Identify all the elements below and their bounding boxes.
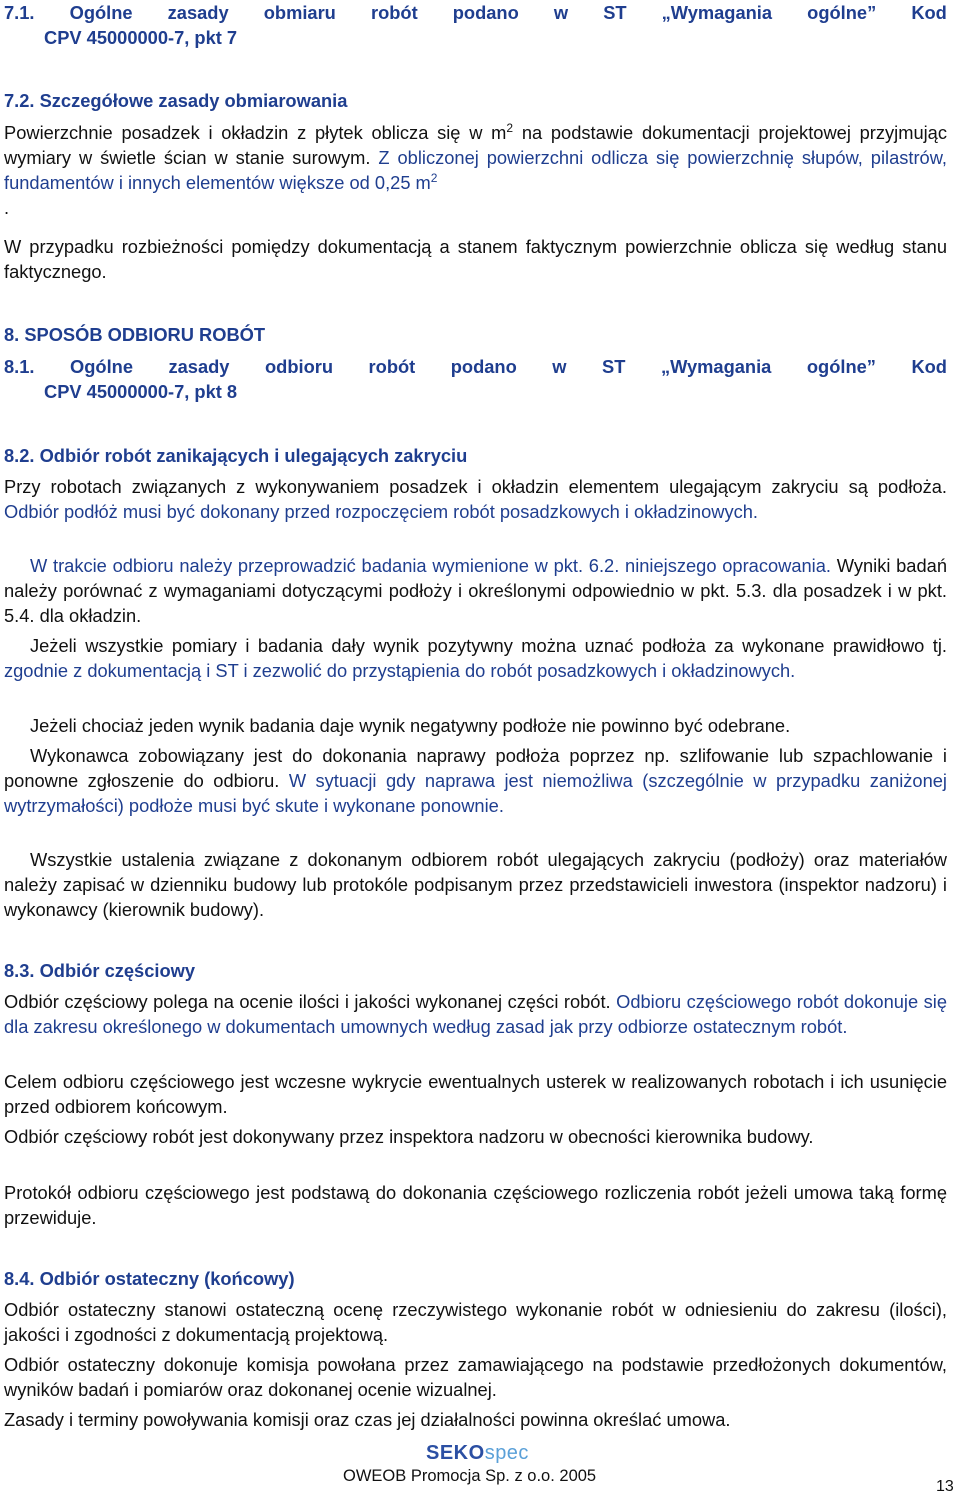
heading-word: Ogólne	[70, 356, 133, 377]
section-8-3-paragraph-2: Celem odbioru częściowego jest wczesne wykrycie ewentualnych usterek w realizowanych robotach i ich usunięcie przed odbiorem końcowym.	[4, 1071, 947, 1117]
heading-word: w	[553, 2, 569, 23]
text-run: zgodnie z dokumentacją i ST i zezwolić do przystąpienia do robót posadzkowych i okładzinowych.	[4, 660, 796, 681]
heading-word: Ogólne	[69, 2, 133, 23]
heading-word: zasady	[168, 356, 230, 377]
heading-word: ogólne”	[807, 2, 877, 23]
heading-word: w	[552, 356, 567, 377]
section-7-2-heading: 7.2. Szczegółowe zasady obmiarowania	[4, 90, 348, 111]
text-run: Przy robotach związanych z wykonywaniem posadzek i okładzin elementem ulegającym zakryciu są podłoża.	[4, 476, 947, 497]
superscript: 2	[506, 120, 514, 135]
heading-word: podano	[452, 2, 519, 23]
sekospec-logo	[426, 1442, 529, 1465]
heading-word: „Wymagania	[660, 356, 772, 377]
section-7-2-paragraph-2: W przypadku rozbieżności pomiędzy dokumentacją a stanem faktycznym powierzchnie oblicza się według stanu faktycznego.	[4, 236, 947, 282]
section-8-2-paragraph-3	[4, 633, 947, 683]
section-7-1-heading	[4, 0, 947, 50]
text-run: W trakcie odbioru należy przeprowadzić badania wymienione w pkt. 6.2. niniejszego opracowania.	[30, 555, 831, 576]
heading-word: odbioru	[265, 356, 334, 377]
text-run: Powierzchnie posadzek i okładzin z płytek oblicza się w m	[4, 122, 507, 143]
page-number: 13	[936, 1478, 954, 1495]
text-run: W sytuacji gdy naprawa jest niemożliwa (szczególnie w przypadku zaniżonej wytrzymałości) podłoże musi być skute i wykonane ponownie.	[4, 770, 947, 816]
text-run: Odbiór podłóż musi być dokonany przed rozpoczęciem robót posadzkowych i okładzinowych.	[4, 501, 758, 522]
section-7-2-paragraph-1	[4, 120, 947, 220]
section-8-4-paragraph-1: Odbiór ostateczny stanowi ostateczną ocenę rzeczywistego wykonanie robót w odniesieniu do zakresu (ilości), jakości i zgodności z dokumentacją projektową.	[4, 1299, 947, 1345]
section-8-heading: 8. SPOSÓB ODBIORU ROBÓT	[4, 324, 266, 345]
section-8-1-line1	[4, 354, 947, 379]
heading-word: robót	[370, 2, 418, 23]
section-8-4-heading: 8.4. Odbiór ostateczny (końcowy)	[4, 1268, 295, 1289]
logo-text: SEKO	[426, 1442, 485, 1464]
section-8-1-heading	[4, 354, 947, 404]
section-8-3-paragraph-1	[4, 989, 947, 1039]
section-8-4-paragraph-3: Zasady i terminy powoływania komisji oraz czas jej działalności powinna określać umowa.	[4, 1409, 731, 1430]
section-8-4-paragraph-2: Odbiór ostateczny dokonuje komisja powołana przez zamawiającego na podstawie przedłożonych dokumentów, wyników badań i pomiarów oraz dokonanej ocenie wizualnej.	[4, 1354, 947, 1400]
text-run: Wyniki badań należy porównać z wymaganiami dotyczącymi podłoży i określonymi odpowiednio w pkt. 5.3. dla posadzek i w pkt. 5.4. dla okładzin.	[4, 555, 947, 626]
heading-word: zasady	[167, 2, 229, 23]
superscript: 2	[430, 170, 438, 185]
heading-word: Kod	[911, 2, 947, 23]
section-8-2-paragraph-1	[4, 474, 947, 524]
text-run: Z obliczonej powierzchni odlicza się powierzchnię słupów, pilastrów, fundamentów i innych elementów większe od 0,25 m	[4, 147, 947, 193]
heading-word: robót	[368, 356, 416, 377]
section-8-3-paragraph-4: Protokół odbioru częściowego jest podstawą do dokonania częściowego rozliczenia robót jeżeli umowa taką formę przewiduje.	[4, 1182, 947, 1228]
heading-word: ST	[603, 2, 627, 23]
section-8-2-paragraph-5	[4, 743, 947, 818]
section-7-1-line1	[4, 0, 947, 25]
section-8-2-heading: 8.2. Odbiór robót zanikających i ulegających zakryciu	[4, 445, 468, 466]
section-8-1-line2: CPV 45000000-7, pkt 8	[44, 381, 238, 402]
heading-word: ST	[602, 356, 626, 377]
heading-word: ogólne”	[806, 356, 876, 377]
section-8-3-paragraph-3: Odbiór częściowy robót jest dokonywany przez inspektora nadzoru w obecności kierownika budowy.	[4, 1126, 814, 1147]
section-number: 8.1.	[4, 356, 35, 377]
text-run: .	[4, 197, 10, 218]
text-run: na podstawie dokumentacji projektowej przyjmując wymiary w świetle ścian w stanie surowym.	[4, 122, 947, 168]
section-8-2-paragraph-6: Wszystkie ustalenia związane z dokonanym odbiorem robót ulegających zakryciu (podłoży) oraz materiałów należy zapisać w dzienniku budowy lub protokóle podpisanym przez przedstawicieli inwestora (inspektor nadzoru) i wykonawcy (kierownik budowy).	[4, 849, 947, 920]
footer-company: OWEOB Promocja Sp. z o.o. 2005	[343, 1467, 597, 1485]
section-8-3-heading: 8.3. Odbiór częściowy	[4, 960, 196, 981]
section-number: 7.1.	[4, 2, 35, 23]
logo-text: spec	[484, 1442, 529, 1464]
section-8-2-paragraph-4: Jeżeli chociaż jeden wynik badania daje wynik negatywny podłoże nie powinno być odebrane.	[30, 715, 791, 736]
text-run: Odbioru częściowego robót dokonuje się dla zakresu określonego w dokumentach umownych według zasad jak przy odbiorze ostatecznym robót.	[4, 991, 947, 1037]
heading-word: obmiaru	[263, 2, 336, 23]
text-run: Jeżeli wszystkie pomiary i badania dały wynik pozytywny można uznać podłoża za wykonane prawidłowo tj.	[30, 635, 947, 656]
text-run: Odbiór częściowy polega na ocenie ilości i jakości wykonanej części robót.	[4, 991, 611, 1012]
heading-word: „Wymagania	[661, 2, 773, 23]
heading-word: podano	[450, 356, 517, 377]
heading-word: Kod	[911, 356, 947, 377]
section-7-1-line2: CPV 45000000-7, pkt 7	[44, 27, 238, 48]
section-8-2-paragraph-2	[4, 553, 947, 628]
text-run: Wykonawca zobowiązany jest do dokonania naprawy podłoża poprzez np. szlifowanie lub szpachlowanie i ponowne zgłoszenie do odbioru.	[4, 745, 947, 791]
